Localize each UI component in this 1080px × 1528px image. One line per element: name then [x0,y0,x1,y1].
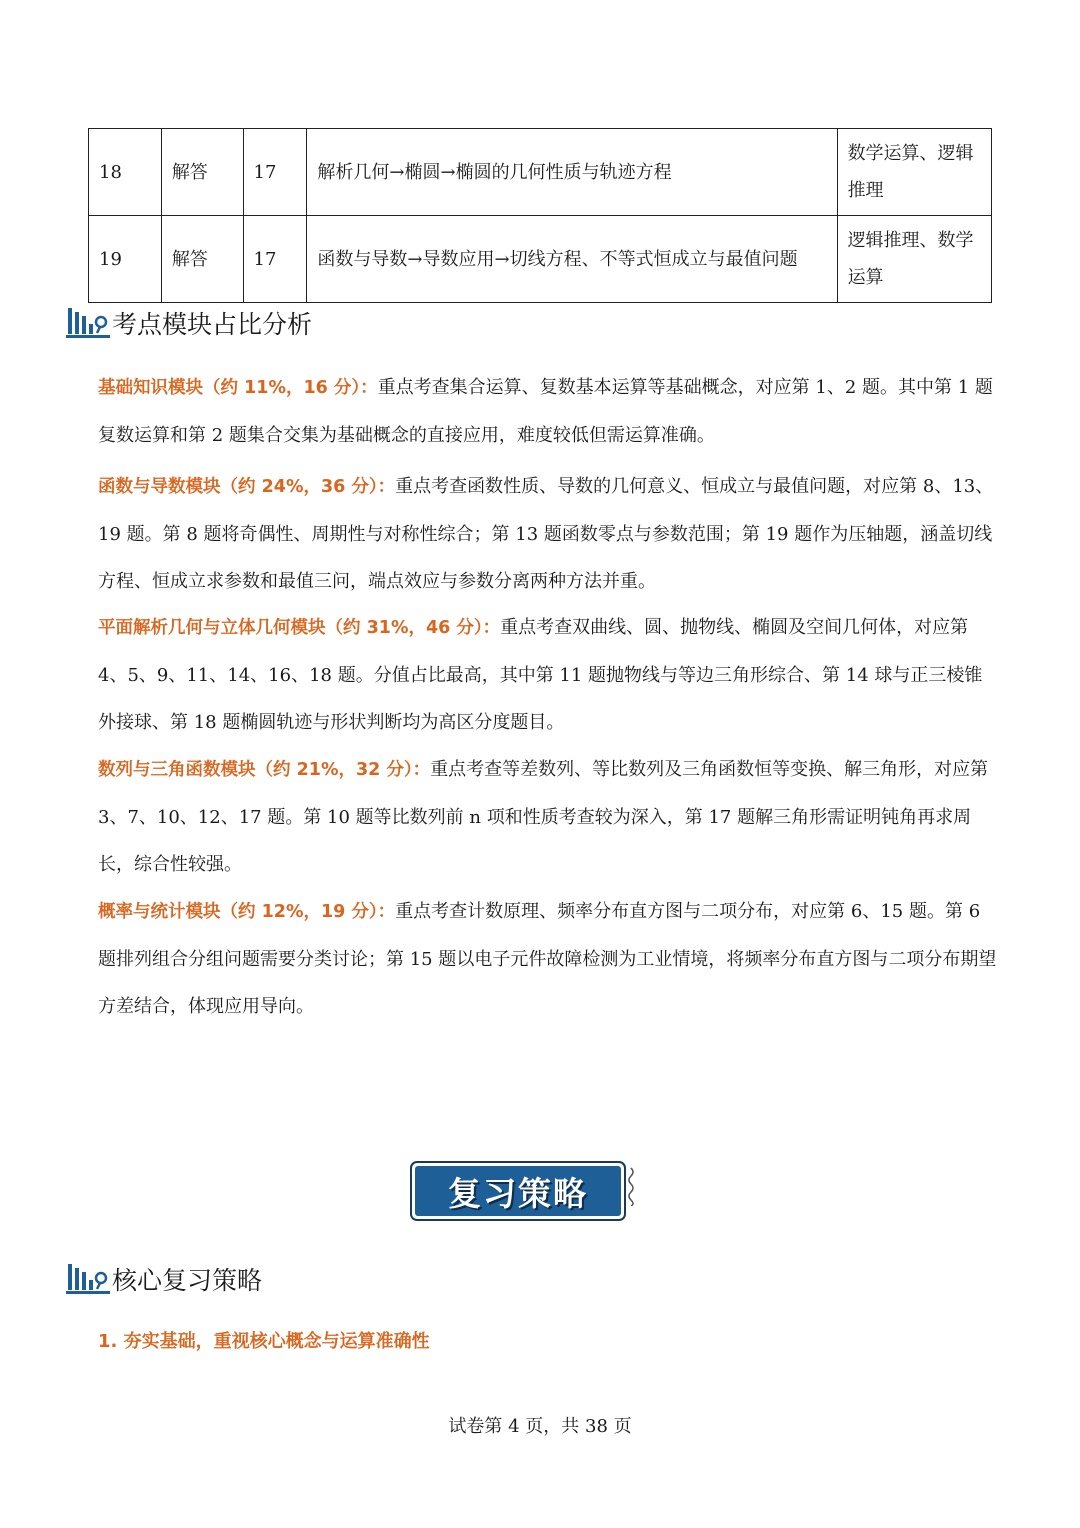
module-paragraph [98,463,998,605]
bar-chart-search-icon [66,1258,110,1296]
module-paragraph [98,746,998,888]
module-title: 基础知识模块（约 11%，16 分）： [98,378,378,398]
section-heading-core-strategy [66,1258,262,1296]
module-body: 重点考查双曲线、圆、抛物线、椭圆及空间几何体，对应第 4、5、9、11、14、16、18 题。分值占比最高，其中第 11 题抛物线与等边三角形综合、第 14 球与正三棱锥外接球、第 18 题椭圆轨迹与形状判断均为高区分度题目。 [98,617,983,733]
question-type: 解答 [161,129,243,216]
squiggle-decoration-icon [626,1166,636,1206]
question-number: 19 [89,216,162,303]
table-row [89,216,992,303]
question-ability: 逻辑推理、数学运算 [837,216,991,303]
question-topic: 函数与导数→导数应用→切线方程、不等式恒成立与最值问题 [307,216,837,303]
section-heading-module-analysis [66,302,312,340]
question-topic: 解析几何→椭圆→椭圆的几何性质与轨迹方程 [307,129,837,216]
section-title: 考点模块占比分析 [112,310,313,339]
module-paragraph [98,364,998,459]
question-table [88,128,992,303]
module-paragraph [98,604,998,746]
table-row [89,129,992,216]
module-body: 重点考查集合运算、复数基本运算等基础概念，对应第 1、2 题。其中第 1 题复数运算和第 2 题集合交集为基础概念的直接应用，难度较低但需运算准确。 [98,377,993,446]
section-title: 核心复习策略 [112,1266,263,1295]
banner-text: 复习策略 [448,1173,588,1213]
module-title: 数列与三角函数模块（约 21%，32 分）： [98,760,431,780]
banner-fill [415,1166,621,1216]
module-title: 函数与导数模块（约 24%，36 分）： [98,477,396,497]
module-title: 平面解析几何与立体几何模块（约 31%，46 分）： [98,618,501,638]
module-body: 重点考查等差数列、等比数列及三角函数恒等变换、解三角形，对应第 3、7、10、12、17 题。第 10 题等比数列前 n 项和性质考查较为深入，第 17 题解三角形需证明钝角再求周长，综合性较强。 [98,759,989,875]
review-strategy-banner [410,1161,626,1221]
module-title: 概率与统计模块（约 12%，19 分）： [98,902,396,922]
question-score: 17 [243,216,307,303]
module-body: 重点考查计数原理、频率分布直方图与二项分布，对应第 6、15 题。第 6 题排列组合分组问题需要分类讨论；第 15 题以电子元件故障检测为工业情境，将频率分布直方图与二项分布期望方差结合，体现应用导向。 [98,901,997,1017]
question-type: 解答 [161,216,243,303]
strategy-item-1: 1. 夯实基础，重视核心概念与运算准确性 [98,1331,430,1352]
module-body: 重点考查函数性质、导数的几何意义、恒成立与最值问题，对应第 8、13、19 题。第 8 题将奇偶性、周期性与对称性综合；第 13 题函数零点与参数范围；第 19 题作为压轴题，涵盖切线方程、恒成立求参数和最值三问，端点效应与参数分离两种方法并重。 [98,476,994,592]
question-ability: 数学运算、逻辑推理 [837,129,991,216]
page-footer: 试卷第 4 页，共 38 页 [448,1416,632,1437]
bar-chart-search-icon [66,302,110,340]
question-number: 18 [89,129,162,216]
question-score: 17 [243,129,307,216]
module-paragraph [98,888,998,1030]
